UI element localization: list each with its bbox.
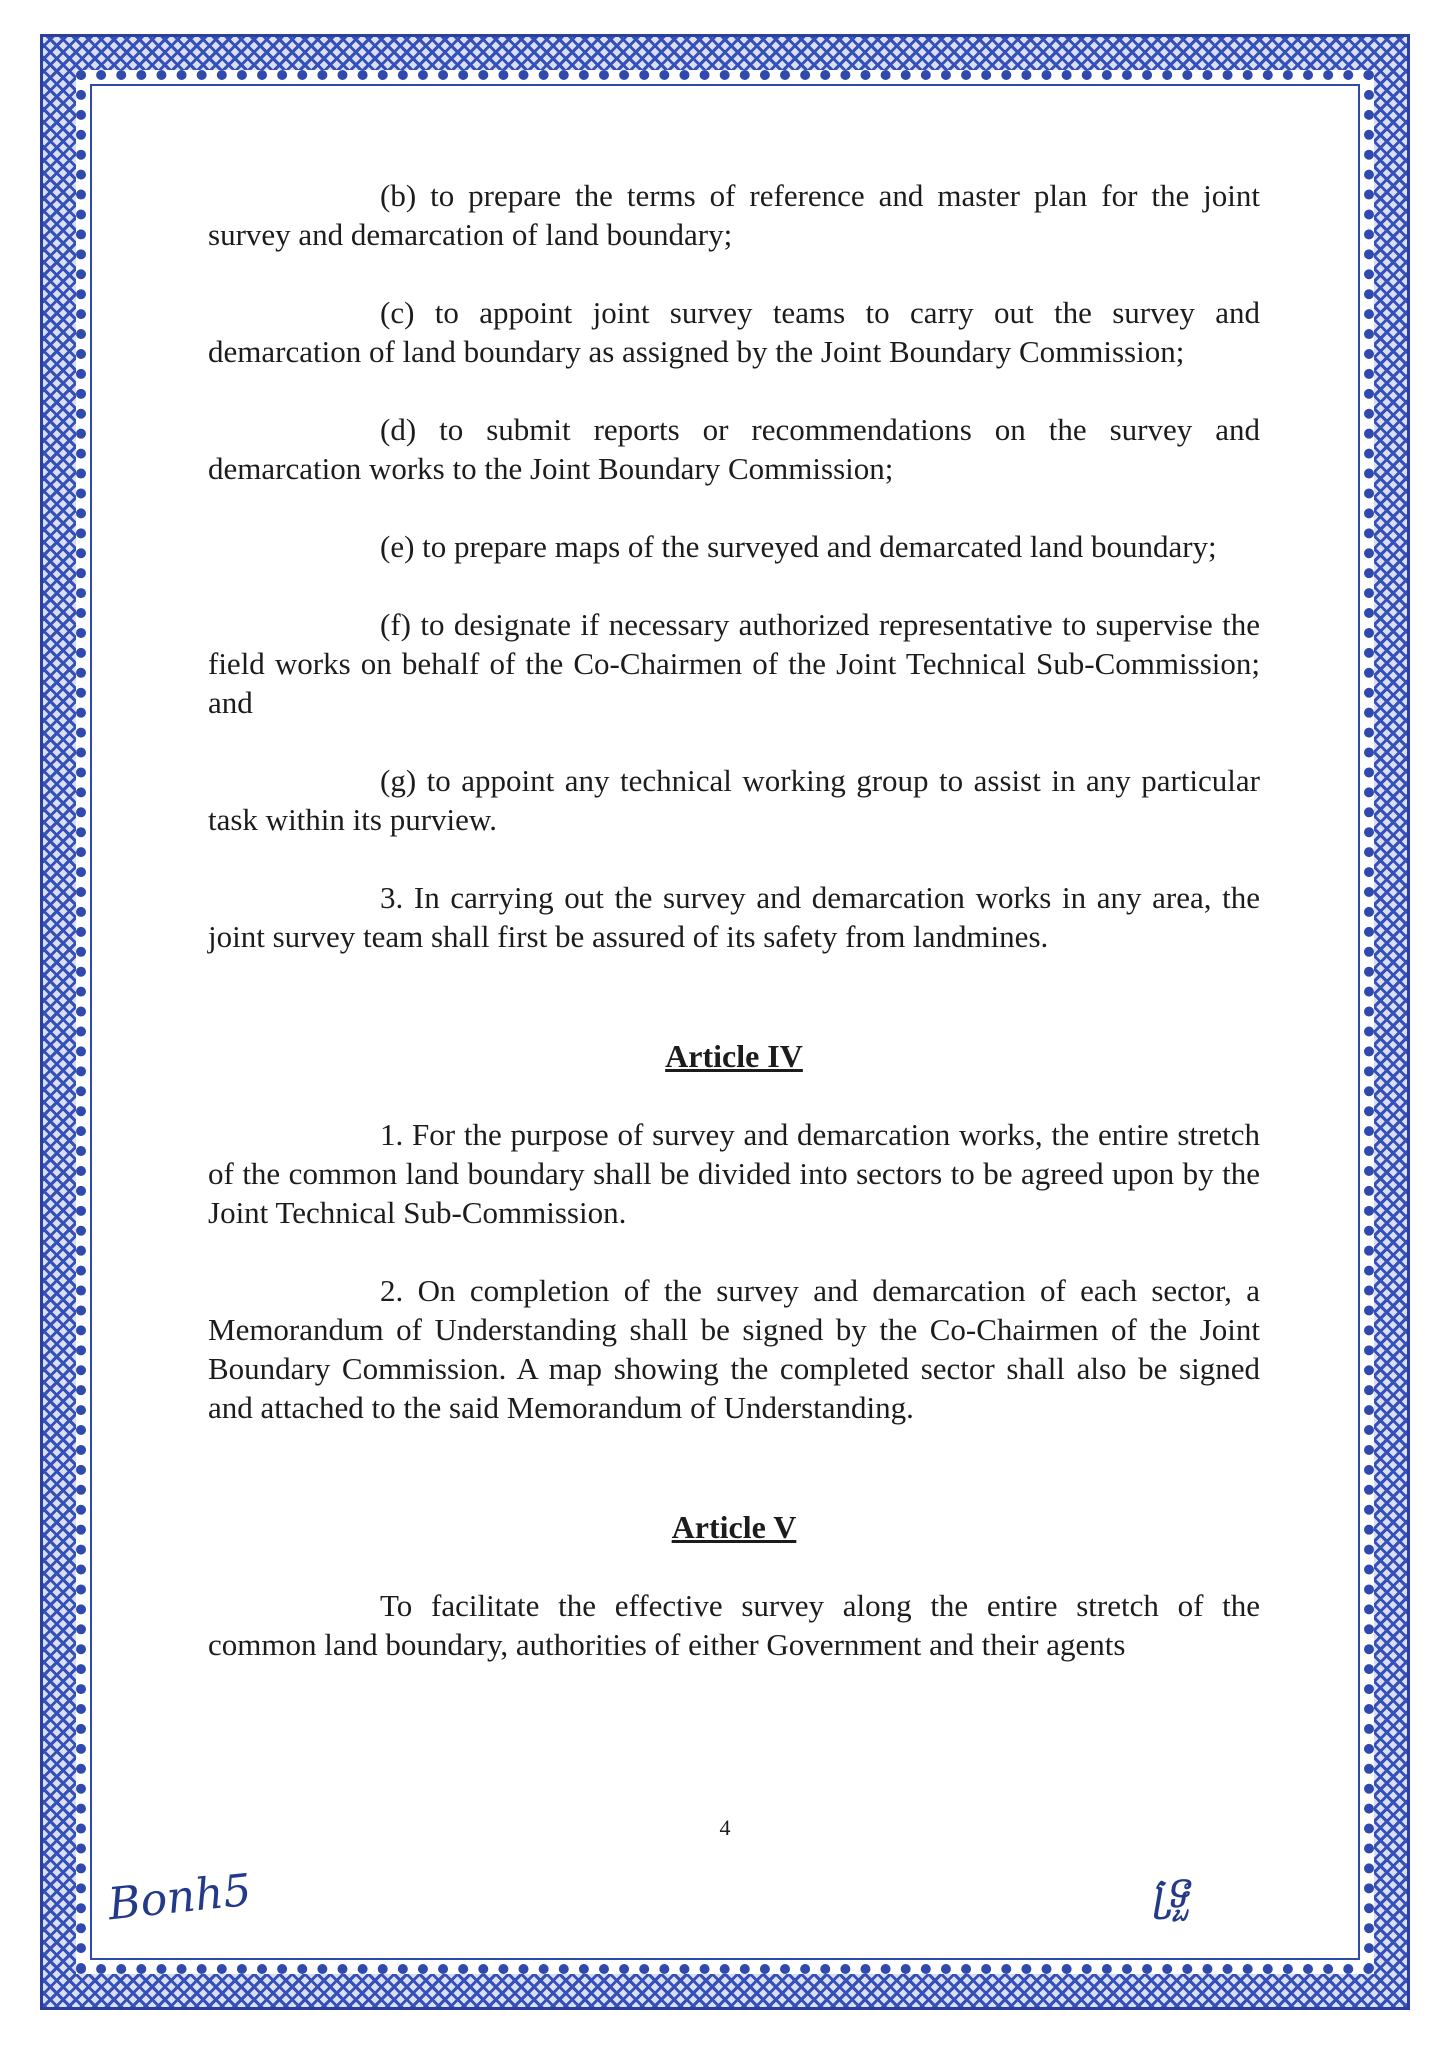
spacer (208, 995, 1260, 1037)
paragraph-f: (f) to designate if necessary authorized representative to supervise the field works on behalf of the Co-Chairmen of the Joint Technical Sub-Commission; and (208, 607, 1260, 720)
article-v-paragraph-1: To facilitate the effective survey along the entire stretch of the common land boundary, authorities of either Government and their agents (208, 1588, 1260, 1662)
paragraph-c: (c) to appoint joint survey teams to carry out the survey and demarcation of land boundary as assigned by the Joint Boundary Commission; (208, 295, 1260, 369)
paragraph-g: (g) to appoint any technical working group to assist in any particular task within its purview. (208, 763, 1260, 837)
paragraph-d: (d) to submit reports or recommendations on the survey and demarcation works to the Joint Boundary Commission; (208, 412, 1260, 486)
page-number: 4 (719, 1815, 731, 1840)
article-iv-paragraph-1: 1. For the purpose of survey and demarcation works, the entire stretch of the common land boundary shall be divided into sectors to be agreed upon by the Joint Technical Sub-Commission. (208, 1117, 1260, 1230)
article-iv-heading: Article IV (665, 1038, 803, 1074)
paragraph-b: (b) to prepare the terms of reference and master plan for the joint survey and demarcation of land boundary; (208, 178, 1260, 252)
paragraph-3: 3. In carrying out the survey and demarcation works in any area, the joint survey team shall first be assured of its safety from landmines. (208, 880, 1260, 954)
document-body (208, 176, 1260, 1703)
article-v-heading: Article V (671, 1509, 797, 1545)
article-iv-paragraph-2: 2. On completion of the survey and demarcation of each sector, a Memorandum of Understanding shall be signed by the Co-Chairmen of the Joint Boundary Commission. A map showing the completed sector shall also be signed and attached to the said Memorandum of Understanding. (208, 1273, 1260, 1425)
signature-right: ទ្រួ (1147, 1866, 1193, 1921)
paragraph-e: (e) to prepare maps of the surveyed and demarcated land boundary; (380, 529, 1217, 564)
signature-left: Bonh5 (105, 1864, 254, 1931)
spacer (208, 1466, 1260, 1508)
